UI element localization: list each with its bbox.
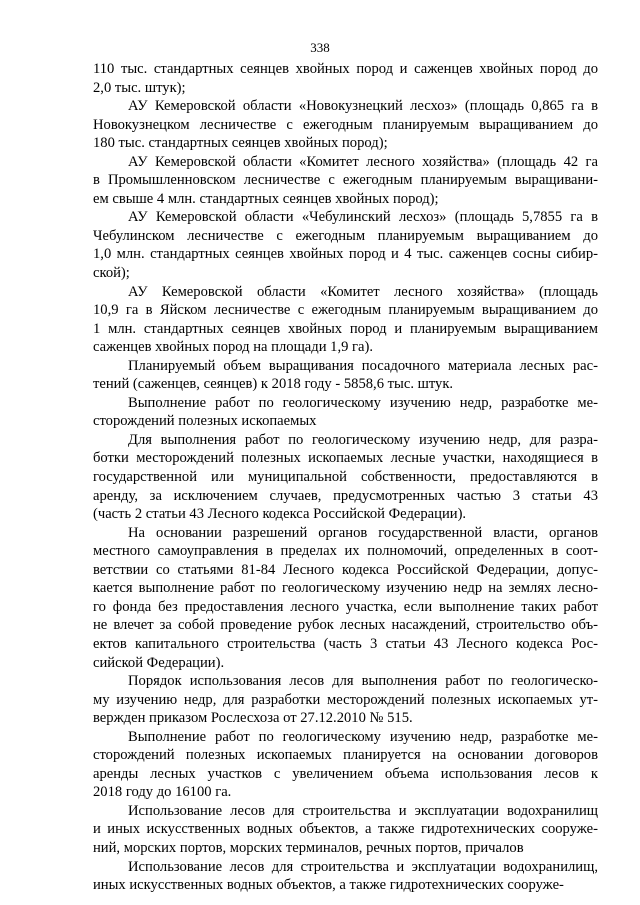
text-line: Новокузнецком лесничестве с ежегодным планируемым выращиванием до (93, 116, 598, 133)
paragraph (93, 858, 598, 895)
text-line: 180 тыс. стандартных сеянцев хвойных пород); (93, 135, 388, 152)
text-line: Чебулинском лесничестве с ежегодным планируемым выращиванием до (93, 227, 598, 244)
text-line: не влечет за собой проведение рубок лесных насаждений, строительство объ- (93, 617, 598, 634)
text-line: 10,9 га в Яйском лесничестве с ежегодным планируемым выращиванием до (93, 302, 598, 319)
paragraph (93, 672, 598, 728)
text-line: 1,0 млн. стандартных сеянцев хвойных пород и 4 тыс. саженцев сосны сибир- (93, 246, 598, 263)
text-line: ветствии со статьями 81-84 Лесного кодекса Российской Федерации, допус- (93, 561, 598, 578)
text-line: саженцев хвойных пород на площади 1,9 га). (93, 339, 374, 356)
document-body (93, 60, 598, 895)
paragraph (93, 524, 598, 672)
text-line: ской); (93, 265, 130, 282)
text-line: Использование лесов для строительства и эксплуатации водохранилищ (128, 802, 598, 819)
text-line: Планируемый объем выращивания посадочного материала лесных рас- (128, 357, 598, 374)
text-line: АУ Кемеровской области «Чебулинский лесхоз» (площадь 5,7855 га в (128, 209, 598, 226)
text-line: государственной или муниципальной собственности, предоставляются в (93, 469, 598, 486)
text-line: АУ Кемеровской области «Комитет лесного хозяйства» (площадь 42 га (128, 153, 598, 170)
text-line: ний, морских портов, морских терминалов, речных портов, причалов (93, 839, 524, 856)
text-line: Выполнение работ по геологическому изучению недр, разработке ме- (128, 728, 598, 745)
paragraph (93, 283, 598, 357)
text-line: Порядок использования лесов для выполнения работ по геологическо- (128, 673, 598, 690)
text-line: ем свыше 4 млн. стандартных сеянцев хвойных пород); (93, 190, 439, 207)
text-line: му изучению недр, для разработки месторождений полезных ископаемых ут- (93, 691, 598, 708)
text-line: 2,0 тыс. штук); (93, 79, 186, 96)
text-line: 110 тыс. стандартных сеянцев хвойных пород и саженцев хвойных пород до (93, 61, 598, 77)
text-line: 1 млн. стандартных сеянцев хвойных пород и планируемым выращиванием (93, 320, 598, 337)
text-line: и иных искусственных водных объектов, а также гидротехнических сооруже- (93, 821, 598, 838)
page-number: 338 (310, 40, 330, 55)
text-line: аренды лесных участков с увеличением объема использования лесов к (93, 765, 598, 782)
text-line: ектов капитального строительства (часть 3 статьи 43 Лесного кодекса Рос- (93, 635, 598, 652)
text-line: сторождений полезных ископаемых планируется на основании договоров (93, 747, 598, 764)
paragraph (93, 208, 598, 282)
text-line: кается выполнение работ по геологическому изучению недр на землях лесно- (93, 580, 598, 597)
text-line: го фонда без предоставления лесного участка, если выполнение таких работ (93, 598, 598, 615)
text-line: сторождений полезных ископаемых (93, 413, 317, 430)
paragraph (93, 802, 598, 858)
text-line: иных искусственных водных объектов, а также гидротехнических сооруже- (93, 877, 564, 894)
text-line: аренду, за исключением случаев, предусмотренных частью 3 статьи 43 (93, 487, 598, 504)
paragraph (93, 357, 598, 394)
text-line: в Промышленновском лесничестве с ежегодным планируемым выращивани- (93, 172, 598, 189)
text-line: АУ Кемеровской области «Комитет лесного хозяйства» (площадь (128, 283, 598, 300)
text-line: АУ Кемеровской области «Новокузнецкий лесхоз» (площадь 0,865 га в (128, 98, 598, 115)
text-line: вержден приказом Рослесхоза от 27.12.2010 № 515. (93, 710, 413, 727)
text-line: Для выполнения работ по геологическому изучению недр, для разра- (128, 431, 598, 448)
paragraph (93, 97, 598, 153)
paragraph (93, 60, 598, 97)
paragraph (93, 728, 598, 802)
text-line: местного самоуправления в пределах их полномочий, определенных в соот- (93, 543, 598, 560)
paragraph (93, 153, 598, 209)
text-line: тений (саженцев, сеянцев) к 2018 году - 5858,6 тыс. штук. (93, 376, 454, 393)
text-line: (часть 2 статьи 43 Лесного кодекса Российской Федерации). (93, 506, 467, 523)
text-line: На основании разрешений органов государственной власти, органов (128, 524, 598, 541)
text-line: сийской Федерации). (93, 654, 225, 671)
text-line: ботки месторождений полезных ископаемых лесные участки, находящиеся в (93, 450, 598, 467)
paragraph (93, 431, 598, 524)
text-line: 2018 году до 16100 га. (93, 784, 232, 801)
text-line: Выполнение работ по геологическому изучению недр, разработке ме- (128, 394, 598, 411)
paragraph (93, 394, 598, 431)
text-line: Использование лесов для строительства и эксплуатации водохранилищ, (128, 858, 598, 875)
